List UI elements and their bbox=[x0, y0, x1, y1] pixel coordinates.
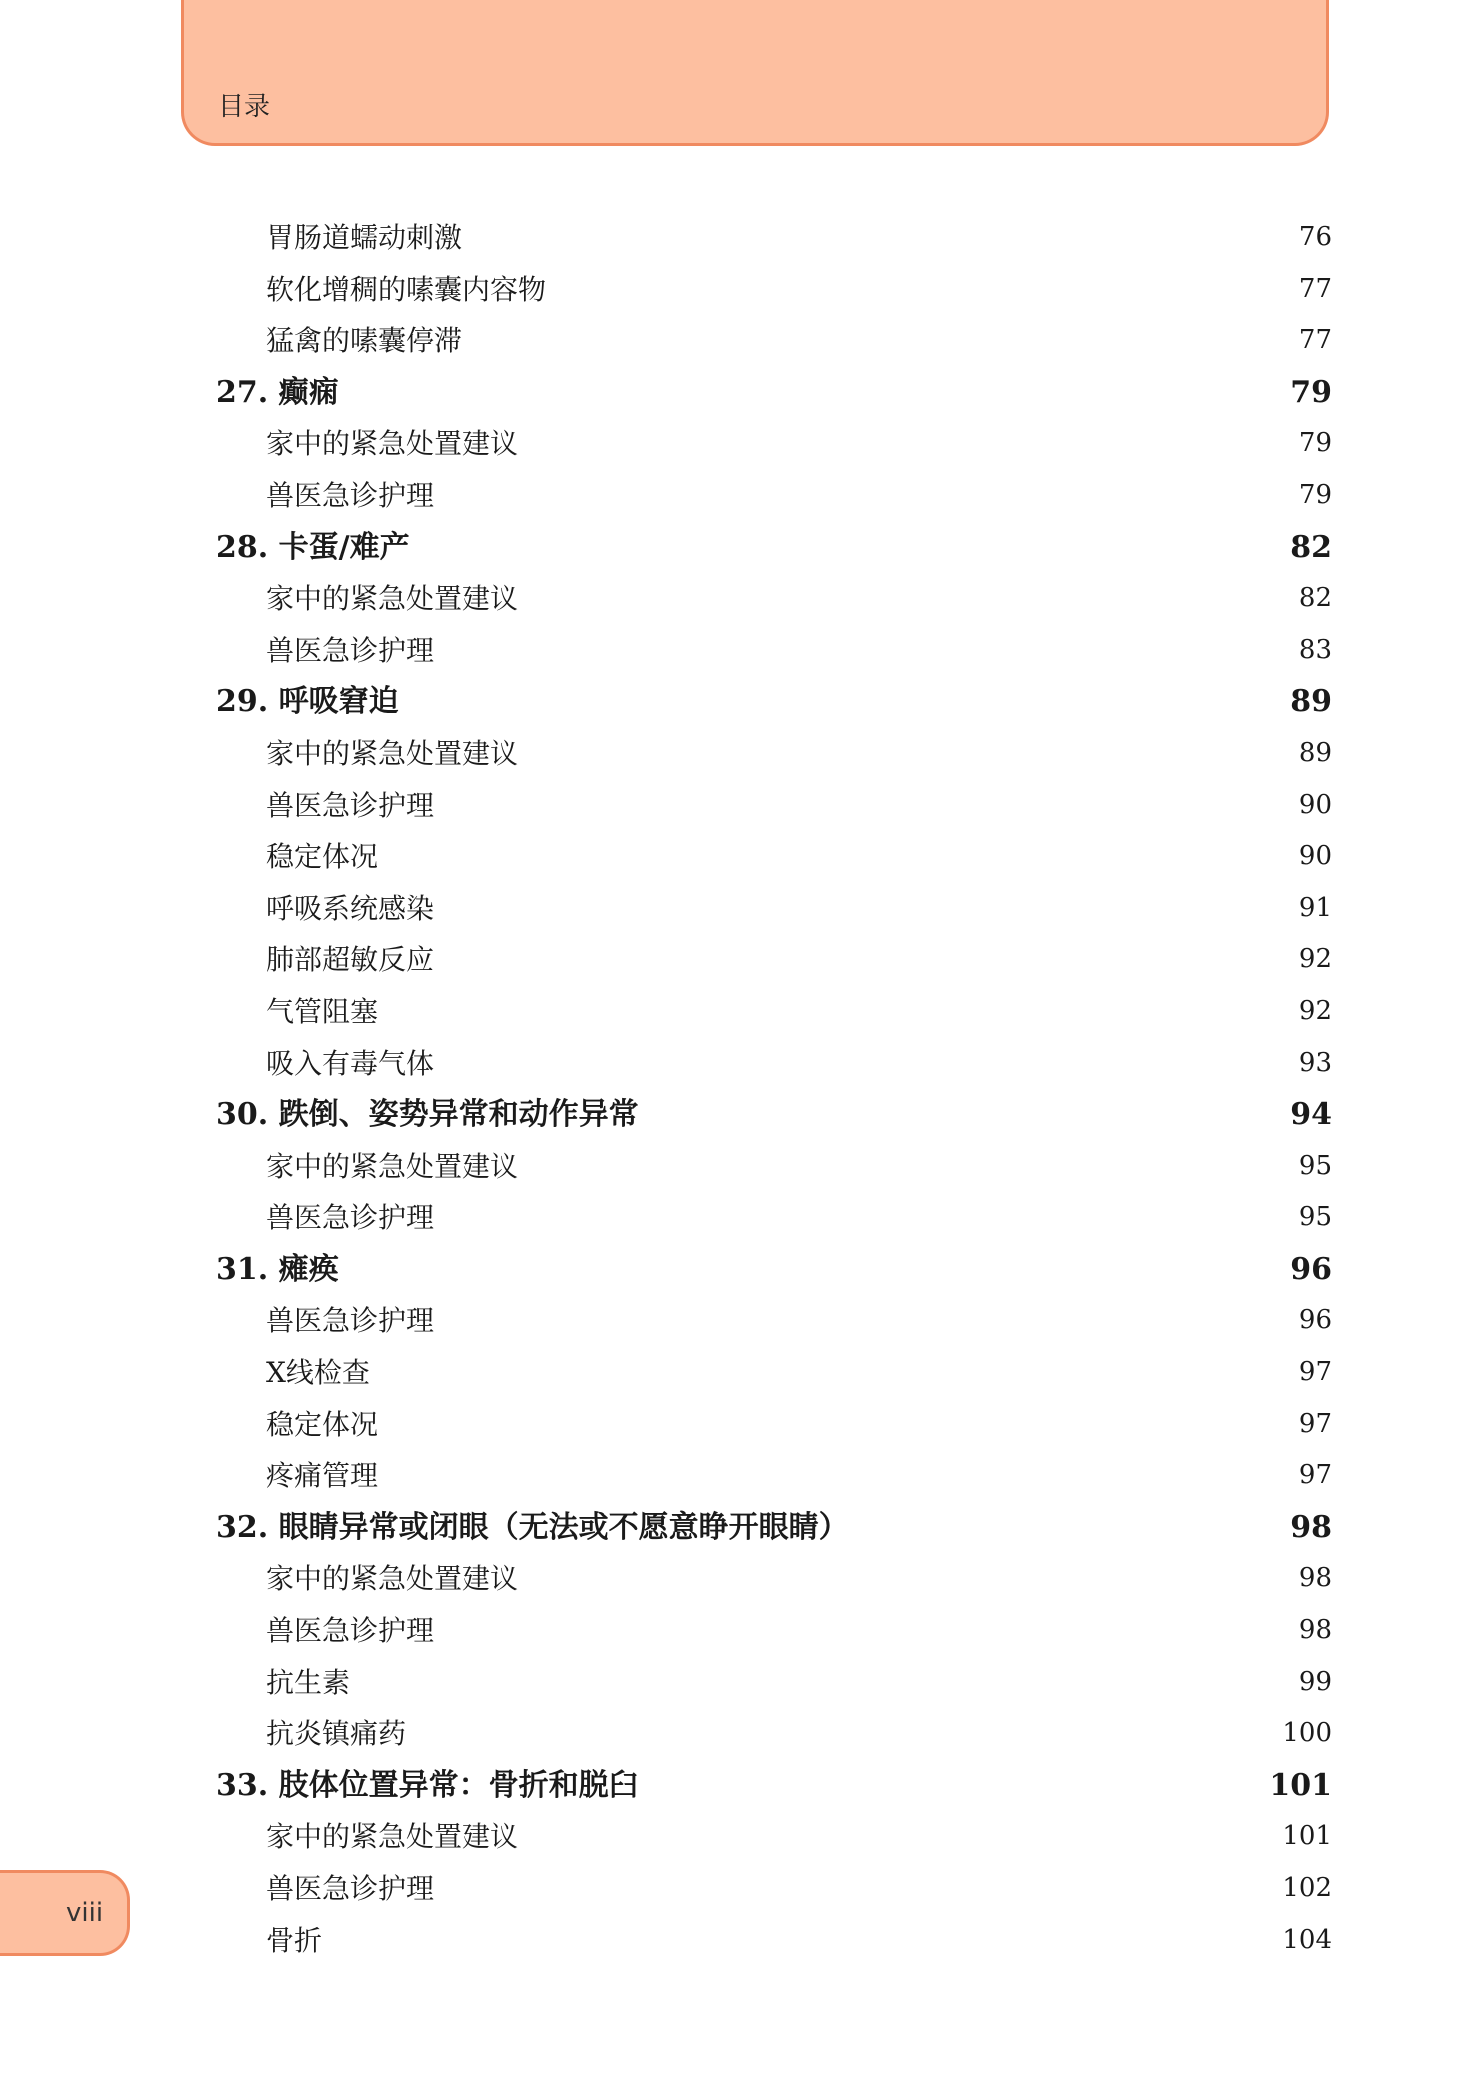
toc-entry-page: 94 bbox=[1290, 1097, 1332, 1133]
toc-chapter-entry[interactable] bbox=[0, 676, 1481, 728]
page-number: viii bbox=[66, 1898, 104, 1928]
toc-section-entry[interactable] bbox=[0, 1295, 1481, 1347]
toc-entry-page: 90 bbox=[1298, 789, 1332, 820]
toc-section-entry[interactable] bbox=[0, 264, 1481, 316]
toc-entry-title: 兽医急诊护理 bbox=[266, 1304, 435, 1338]
toc-section-entry[interactable] bbox=[0, 625, 1481, 677]
toc-entry-page: 100 bbox=[1282, 1718, 1332, 1749]
toc-section-entry[interactable] bbox=[0, 470, 1481, 522]
toc-entry-page: 89 bbox=[1290, 684, 1332, 720]
toc-entry-title: 肺部超敏反应 bbox=[266, 943, 435, 977]
toc-section-entry[interactable] bbox=[0, 315, 1481, 367]
toc-entry-title: 兽医急诊护理 bbox=[266, 1872, 435, 1905]
toc-section-entry[interactable] bbox=[0, 418, 1481, 470]
toc-entry-page: 95 bbox=[1298, 1202, 1332, 1233]
toc-chapter-entry[interactable] bbox=[0, 522, 1481, 574]
toc-entry-page: 77 bbox=[1298, 273, 1332, 304]
toc-section-entry[interactable] bbox=[0, 1450, 1481, 1502]
toc-entry-title: 气管阻塞 bbox=[266, 994, 379, 1028]
toc-entry-title: 抗生素 bbox=[266, 1665, 351, 1699]
toc-entry-title: 呼吸系统感染 bbox=[266, 891, 435, 925]
toc-entry-page: 76 bbox=[1298, 222, 1332, 252]
toc-section-entry[interactable] bbox=[0, 1605, 1481, 1657]
toc-entry-title: 胃肠道蠕动刺激 bbox=[266, 221, 463, 254]
toc-section-entry[interactable] bbox=[0, 1399, 1481, 1451]
toc-entry-page: 98 bbox=[1298, 1615, 1332, 1646]
toc-entry-title: 28. 卡蛋/难产 bbox=[216, 529, 410, 565]
toc-entry-title: 吸入有毒气体 bbox=[266, 1046, 435, 1080]
toc-entry-title: 兽医急诊护理 bbox=[266, 1614, 435, 1648]
toc-entry-title: 32. 眼睛异常或闭眼（无法或不愿意睁开眼睛） bbox=[216, 1509, 849, 1545]
toc-entry-page: 97 bbox=[1298, 1408, 1332, 1439]
toc-entry-page: 93 bbox=[1298, 1047, 1332, 1078]
toc-entry-page: 101 bbox=[1282, 1821, 1332, 1852]
toc-chapter-entry[interactable] bbox=[0, 1089, 1481, 1141]
toc-entry-title: 兽医急诊护理 bbox=[266, 1201, 435, 1235]
table-of-contents bbox=[0, 212, 1481, 1966]
toc-section-entry[interactable] bbox=[0, 1811, 1481, 1863]
toc-section-entry[interactable] bbox=[0, 831, 1481, 883]
toc-entry-title: 家中的紧急处置建议 bbox=[266, 736, 519, 770]
toc-entry-title: 疼痛管理 bbox=[266, 1459, 379, 1493]
toc-entry-title: 兽医急诊护理 bbox=[266, 788, 435, 822]
toc-chapter-entry[interactable] bbox=[0, 1502, 1481, 1554]
toc-entry-page: 96 bbox=[1290, 1251, 1332, 1287]
toc-entry-page: 82 bbox=[1290, 529, 1332, 565]
page-title: 目录 bbox=[218, 92, 271, 122]
toc-entry-title: 29. 呼吸窘迫 bbox=[216, 684, 399, 720]
toc-entry-title: 家中的紧急处置建议 bbox=[266, 1562, 519, 1596]
toc-entry-page: 91 bbox=[1298, 892, 1332, 923]
toc-entry-title: 31. 瘫痪 bbox=[216, 1251, 339, 1287]
toc-chapter-entry[interactable] bbox=[0, 367, 1481, 419]
toc-section-entry[interactable] bbox=[0, 1915, 1481, 1967]
toc-entry-title: 猛禽的嗉囊停滞 bbox=[266, 324, 463, 358]
toc-section-entry[interactable] bbox=[0, 780, 1481, 832]
toc-entry-page: 79 bbox=[1298, 479, 1332, 510]
toc-chapter-entry[interactable] bbox=[0, 1760, 1481, 1812]
toc-entry-title: 稳定体况 bbox=[266, 840, 379, 874]
toc-section-entry[interactable] bbox=[0, 1038, 1481, 1090]
toc-entry-page: 98 bbox=[1298, 1563, 1332, 1594]
toc-section-entry[interactable] bbox=[0, 1553, 1481, 1605]
toc-entry-page: 104 bbox=[1282, 1924, 1332, 1955]
toc-entry-page: 101 bbox=[1269, 1767, 1332, 1803]
toc-entry-page: 96 bbox=[1298, 1305, 1332, 1336]
toc-entry-page: 99 bbox=[1298, 1666, 1332, 1697]
toc-entry-page: 98 bbox=[1290, 1509, 1332, 1545]
toc-section-entry[interactable] bbox=[0, 1141, 1481, 1193]
toc-entry-title: 27. 癫痫 bbox=[216, 374, 339, 410]
toc-section-entry[interactable] bbox=[0, 212, 1481, 264]
toc-section-entry[interactable] bbox=[0, 934, 1481, 986]
toc-entry-page: 102 bbox=[1282, 1873, 1332, 1903]
toc-entry-page: 79 bbox=[1298, 428, 1332, 459]
toc-entry-title: 家中的紧急处置建议 bbox=[266, 582, 519, 616]
toc-entry-title: 家中的紧急处置建议 bbox=[266, 1820, 519, 1854]
toc-entry-page: 79 bbox=[1290, 374, 1332, 410]
toc-entry-title: 30. 跌倒、姿势异常和动作异常 bbox=[216, 1097, 639, 1133]
toc-entry-page: 90 bbox=[1298, 841, 1332, 872]
toc-entry-title: 骨折 bbox=[266, 1923, 323, 1957]
toc-section-entry[interactable] bbox=[0, 986, 1481, 1038]
toc-entry-title: 33. 肢体位置异常：骨折和脱臼 bbox=[216, 1767, 639, 1803]
toc-section-entry[interactable] bbox=[0, 1657, 1481, 1709]
toc-entry-title: 家中的紧急处置建议 bbox=[266, 427, 519, 461]
toc-entry-title: 稳定体况 bbox=[266, 1407, 379, 1441]
toc-section-entry[interactable] bbox=[0, 1708, 1481, 1760]
toc-section-entry[interactable] bbox=[0, 573, 1481, 625]
toc-entry-title: 软化增稠的嗉囊内容物 bbox=[266, 272, 547, 306]
header-tab bbox=[181, 0, 1329, 146]
toc-section-entry[interactable] bbox=[0, 1347, 1481, 1399]
toc-entry-page: 92 bbox=[1298, 995, 1332, 1026]
toc-entry-page: 83 bbox=[1298, 634, 1332, 665]
toc-entry-page: 97 bbox=[1298, 1460, 1332, 1491]
toc-entry-page: 95 bbox=[1298, 1150, 1332, 1181]
toc-entry-title: 家中的紧急处置建议 bbox=[266, 1149, 519, 1183]
toc-entry-title: 兽医急诊护理 bbox=[266, 478, 435, 512]
toc-section-entry[interactable] bbox=[0, 1863, 1481, 1915]
toc-entry-page: 92 bbox=[1298, 944, 1332, 975]
toc-chapter-entry[interactable] bbox=[0, 1244, 1481, 1296]
toc-entry-page: 77 bbox=[1298, 325, 1332, 356]
toc-entry-title: 抗炎镇痛药 bbox=[266, 1717, 407, 1751]
toc-section-entry[interactable] bbox=[0, 883, 1481, 935]
toc-entry-page: 82 bbox=[1298, 583, 1332, 614]
toc-entry-page: 89 bbox=[1298, 737, 1332, 768]
toc-entry-page: 97 bbox=[1298, 1357, 1332, 1388]
toc-section-entry[interactable] bbox=[0, 728, 1481, 780]
page-number-tab bbox=[0, 1870, 130, 1956]
toc-entry-title: 兽医急诊护理 bbox=[266, 633, 435, 667]
toc-section-entry[interactable] bbox=[0, 1192, 1481, 1244]
toc-entry-title: X线检查 bbox=[266, 1356, 370, 1390]
